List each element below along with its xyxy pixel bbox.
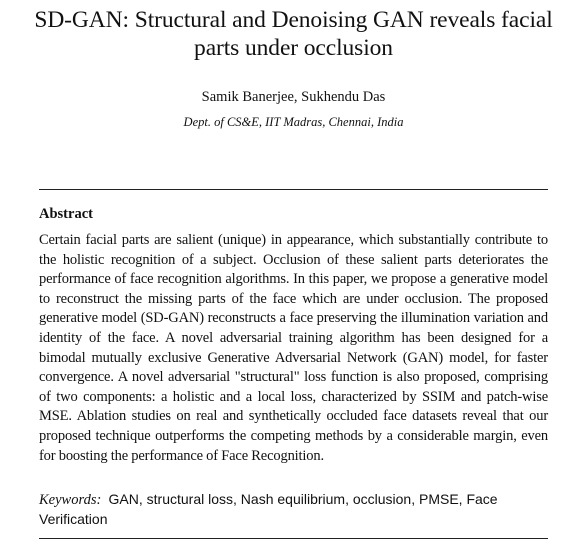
paper-authors: Samik Banerjee, Sukhendu Das xyxy=(201,89,386,105)
abstract-heading: Abstract xyxy=(39,206,93,222)
keywords-value: GAN, structural loss, Nash equilibrium, occlusion, PMSE, Face Verification xyxy=(39,491,498,527)
keywords-line xyxy=(39,490,548,530)
abstract-body: Certain facial parts are salient (unique) in appearance, which substantially contribute to the holistic recognition of a subject. Occlusion of these salient parts deteriorates the performance of face recognition algorithms. In this paper, we propose a generative model to reconstruct the missing parts of the face which are under occlusion. The proposed generative model (SD-GAN) reconstructs a face preserving the illumination variation and identity of the face. A novel adversarial training algorithm has been designed for a bimodal mutually exclusive Generative Adversarial Network (GAN) model, for faster convergence. A novel adversarial "structural" loss function is also proposed, comprising of two components: a holistic and a local loss, characterized by SSIM and patch-wise MSE. Ablation studies on real and synthetically occluded face datasets reveal that our proposed technique outperforms the competing methods by a considerable margin, even for boosting the performance of Face Recognition. xyxy=(39,232,548,464)
abstract-top-rule xyxy=(39,189,548,190)
paper-title: SD-GAN: Structural and Denoising GAN reveals facial parts under occlusion xyxy=(34,7,553,61)
abstract-bottom-rule xyxy=(39,538,548,539)
author-affiliation: Dept. of CS&E, IIT Madras, Chennai, India xyxy=(183,115,404,129)
keywords-label: Keywords: xyxy=(39,492,102,508)
